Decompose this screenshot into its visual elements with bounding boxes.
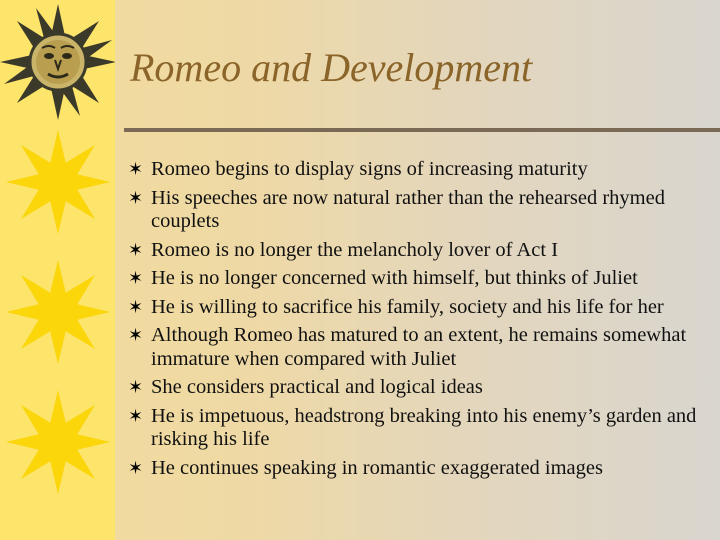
bullet-item [128,267,716,291]
bullet-item [128,324,716,371]
sun-burst-icon [4,258,112,366]
bullet-item [128,296,716,320]
bullet-text: He is willing to sacrifice his family, society and his life for her [151,295,664,318]
slide-title: Romeo and Development [130,45,533,90]
bullet-text: His speeches are now natural rather than the rehearsed rhymed couplets [151,186,665,232]
sun-burst-icon [4,388,112,496]
bullet-text: Romeo begins to display signs of increasing maturity [151,158,588,180]
bullet-item [128,405,716,452]
star-bullet-icon: ✶ [128,457,144,478]
title-divider [124,128,720,132]
bullet-item [128,239,716,263]
star-bullet-icon: ✶ [128,296,144,317]
bullet-text: He is no longer concerned with himself, but thinks of Juliet [151,267,638,289]
star-bullet-icon: ✶ [128,268,144,288]
sun-burst-icon [4,128,112,236]
sun-face-logo-icon [0,0,115,120]
star-bullet-icon: ✶ [128,187,144,208]
bullet-item [128,158,716,182]
bullet-text: He is impetuous, headstrong breaking into his enemy’s garden and risking his life [151,404,697,450]
bullet-text: She considers practical and logical ideas [151,376,483,398]
bullet-text: He continues speaking in romantic exaggerated images [151,456,603,479]
star-bullet-icon: ✶ [128,325,144,345]
star-bullet-icon: ✶ [128,405,144,426]
bullet-item [128,457,716,481]
bullet-list [128,158,716,485]
star-bullet-icon: ✶ [128,159,144,179]
star-bullet-icon: ✶ [128,239,144,260]
star-bullet-icon: ✶ [128,377,144,397]
bullet-item [128,187,716,234]
bullet-text: Although Romeo has matured to an extent, he remains somewhat immature when compared with Juliet [151,324,687,370]
bullet-text: Romeo is no longer the melancholy lover of Act I [151,238,559,261]
bullet-item [128,376,716,400]
